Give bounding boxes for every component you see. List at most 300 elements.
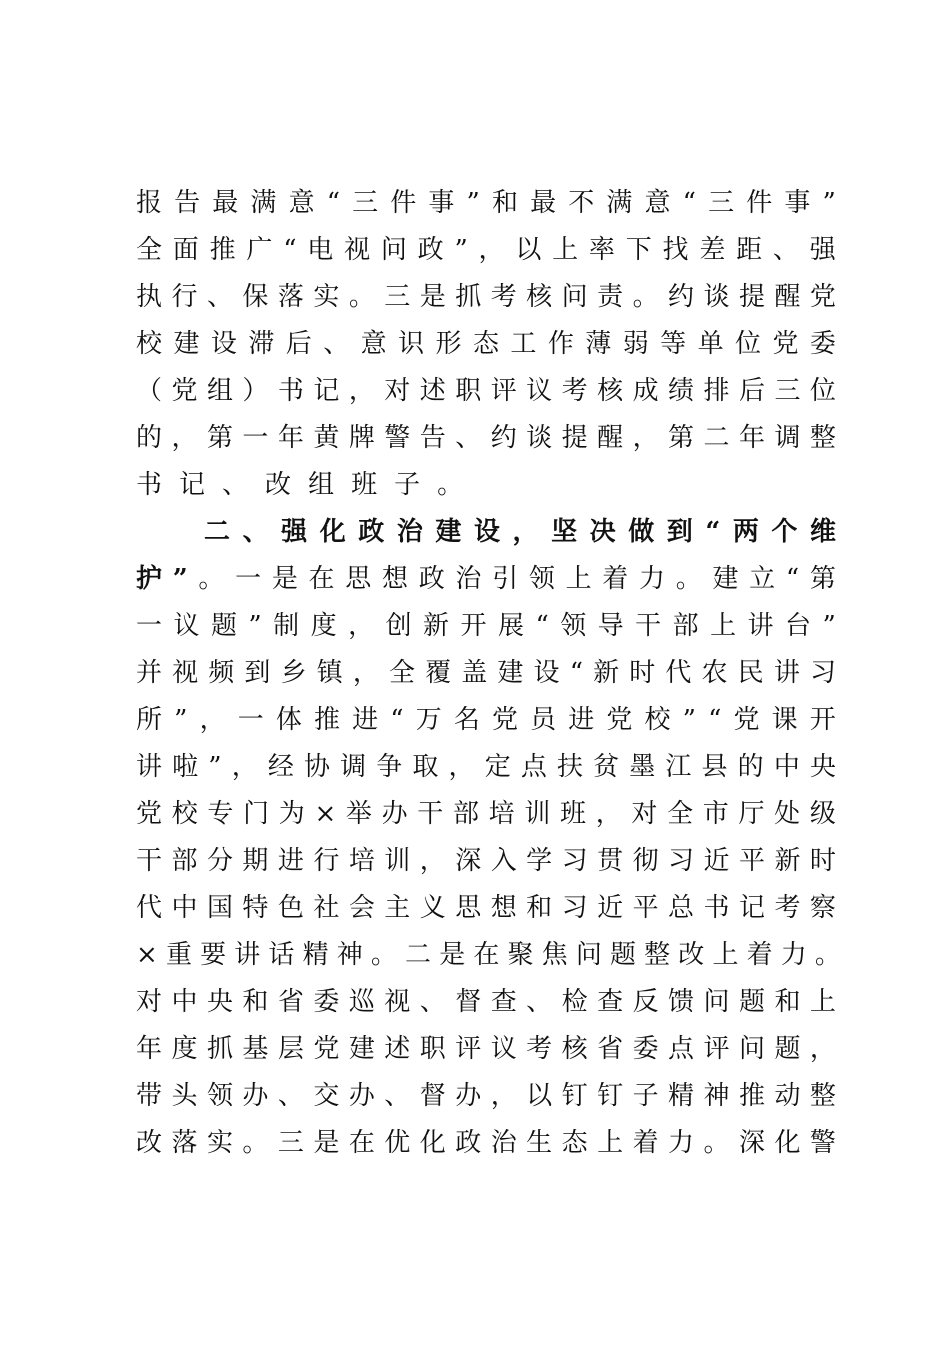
text-char: ，: [632, 423, 659, 453]
text-char: 央: [206, 987, 233, 1017]
text-char: 下: [625, 235, 652, 265]
text-char: 焦: [541, 940, 568, 970]
text-char: 查: [490, 987, 517, 1017]
text-char: 醒: [774, 282, 801, 312]
text-char: 主: [384, 893, 411, 923]
text-char: 建: [435, 517, 462, 547]
text-char: 啦: [172, 752, 199, 782]
text-char: 年: [738, 423, 765, 453]
text-char: 办: [242, 1081, 269, 1111]
text-char: 部: [171, 846, 198, 876]
text-char: 子: [394, 470, 421, 500]
text-char: 。: [437, 470, 464, 500]
text-char: 在: [348, 1128, 375, 1158]
text-char: 设: [533, 658, 560, 688]
text-char: 视: [384, 987, 411, 1017]
text-char: 满: [250, 188, 277, 218]
text-char: 议: [526, 376, 553, 406]
text-char: 的: [737, 752, 764, 782]
text-char: 整: [809, 423, 836, 453]
text-char: 层: [277, 1034, 304, 1064]
text-char: 改: [136, 1128, 163, 1158]
text-char: “: [785, 564, 800, 594]
text-char: 抓: [206, 1034, 233, 1064]
text-char: 核: [597, 376, 624, 406]
text-char: 度: [171, 1034, 198, 1064]
text-line: [136, 982, 836, 1022]
text-char: 两: [732, 517, 759, 547]
text-char: 、: [206, 282, 233, 312]
text-char: 神: [336, 940, 363, 970]
text-char: 中: [773, 752, 800, 782]
text-char: 导: [597, 611, 624, 641]
text-line: [136, 371, 836, 411]
text-char: 动: [774, 1081, 801, 1111]
text-char: ”: [172, 564, 188, 594]
text-char: 职: [455, 376, 482, 406]
text-char: 建: [348, 1034, 375, 1064]
text-char: 钉: [561, 1081, 588, 1111]
text-char: 意: [644, 188, 671, 218]
text-char: 近: [703, 846, 730, 876]
text-char: 会: [348, 893, 375, 923]
text-char: ×: [136, 940, 158, 970]
text-char: 后: [285, 329, 312, 359]
text-char: 县: [701, 752, 728, 782]
text-char: 办: [348, 1081, 375, 1111]
text-char: 、: [526, 987, 553, 1017]
text-char: 子: [632, 1081, 659, 1111]
text-char: 体: [275, 705, 302, 735]
text-char: 弱: [622, 329, 649, 359]
text-char: 、: [242, 517, 269, 547]
text-char: 调: [340, 752, 367, 782]
text-char: 二: [204, 517, 231, 547]
text-char: 是: [313, 1128, 340, 1158]
text-char: 色: [277, 893, 304, 923]
text-char: 以: [526, 1081, 553, 1111]
text-char: 进: [352, 705, 379, 735]
text-char: 委: [313, 987, 340, 1017]
text-char: 平: [738, 846, 765, 876]
text-char: 薄: [585, 329, 612, 359]
text-char: 讲: [136, 752, 163, 782]
text-char: 并: [136, 658, 163, 688]
text-char: 落: [171, 1128, 198, 1158]
text-char: 成: [632, 376, 659, 406]
text-char: 醒: [597, 423, 624, 453]
text-char: 评: [455, 1034, 482, 1064]
text-char: 态: [561, 1128, 588, 1158]
text-char: 。: [198, 564, 225, 594]
text-char: 馈: [668, 987, 695, 1017]
text-char: 政: [358, 517, 385, 547]
text-line: [136, 747, 836, 787]
text-char: 单: [697, 329, 724, 359]
text-char: 度: [310, 611, 337, 641]
text-char: 。: [814, 940, 841, 970]
text-char: 警: [384, 423, 411, 453]
text-char: 坚: [551, 517, 578, 547]
text-line: [136, 418, 836, 458]
text-char: 思: [455, 893, 482, 923]
text-char: 和: [774, 987, 801, 1017]
text-char: 省: [277, 987, 304, 1017]
text-char: 报: [136, 188, 163, 218]
text-char: 党: [171, 376, 198, 406]
text-line: [136, 559, 836, 599]
text-char: “: [708, 705, 722, 735]
text-char: 位: [809, 376, 836, 406]
text-char: 反: [632, 987, 659, 1017]
text-char: 实: [206, 1128, 233, 1158]
text-char: 件: [390, 188, 417, 218]
text-char: 社: [313, 893, 340, 923]
text-char: 组: [206, 376, 233, 406]
text-char: 分: [206, 846, 233, 876]
text-char: 民: [737, 658, 764, 688]
text-char: 最: [212, 188, 239, 218]
text-char: 政: [455, 1128, 482, 1158]
text-char: 为: [278, 799, 305, 829]
text-char: 国: [206, 893, 233, 923]
text-char: 。: [242, 1128, 269, 1158]
text-char: 视: [344, 235, 371, 265]
text-char: ，: [231, 752, 258, 782]
text-char: 滞: [248, 329, 275, 359]
text-char: 差: [699, 235, 726, 265]
text-char: 话: [268, 940, 295, 970]
text-char: 、: [277, 1081, 304, 1111]
text-char: 部: [672, 611, 699, 641]
text-char: 考: [526, 1034, 553, 1064]
text-char: 三: [708, 188, 735, 218]
text-char: 政: [417, 235, 444, 265]
section-heading-line: [204, 512, 836, 552]
text-char: 在: [308, 564, 335, 594]
text-char: 优: [384, 1128, 411, 1158]
text-char: ，: [448, 752, 475, 782]
text-char: 贫: [593, 752, 620, 782]
text-char: 员: [530, 705, 557, 735]
text-char: 落: [277, 282, 304, 312]
text-char: 省: [597, 1034, 624, 1064]
text-char: 中: [171, 987, 198, 1017]
text-char: ，: [478, 235, 505, 265]
text-char: 重: [165, 940, 192, 970]
text-char: 讲: [234, 940, 261, 970]
text-char: “: [682, 188, 696, 218]
text-char: 二: [405, 940, 432, 970]
text-char: 领: [206, 1081, 233, 1111]
text-char: 问: [738, 1034, 765, 1064]
text-char: 农: [701, 658, 728, 688]
text-char: 考: [774, 893, 801, 923]
text-char: 核: [526, 282, 553, 312]
text-char: 位: [735, 329, 762, 359]
text-char: ”: [466, 188, 480, 218]
text-char: 整: [809, 1081, 836, 1111]
text-char: 。: [675, 564, 702, 594]
text-char: 干: [635, 611, 662, 641]
text-char: 告: [174, 188, 201, 218]
text-line: [136, 230, 836, 270]
text-char: 进: [277, 846, 304, 876]
text-char: ”: [208, 752, 222, 782]
text-char: 行: [171, 282, 198, 312]
text-char: 治: [455, 564, 482, 594]
text-char: 乡: [280, 658, 307, 688]
text-char: 工: [510, 329, 537, 359]
text-char: 责: [597, 282, 624, 312]
text-char: 党: [809, 282, 836, 312]
text-char: 墨: [629, 752, 656, 782]
text-char: 记: [313, 376, 340, 406]
text-char: 题: [210, 611, 237, 641]
text-char: 深: [738, 1128, 765, 1158]
text-char: ，: [595, 799, 622, 829]
text-char: 学: [526, 846, 553, 876]
text-char: 全: [136, 235, 163, 265]
text-char: 频: [208, 658, 235, 688]
text-char: 训: [384, 846, 411, 876]
text-char: 行: [313, 846, 340, 876]
text-char: ”: [248, 611, 262, 641]
text-char: 记: [738, 893, 765, 923]
text-char: 事: [428, 188, 455, 218]
text-char: 力: [780, 940, 807, 970]
text-char: 找: [662, 235, 689, 265]
text-char: 建: [712, 564, 739, 594]
text-char: 想: [490, 893, 517, 923]
text-char: 一: [242, 423, 269, 453]
text-char: 交: [313, 1081, 340, 1111]
text-char: 作: [547, 329, 574, 359]
text-char: 取: [412, 752, 439, 782]
text-char: 厅: [738, 799, 765, 829]
text-char: 后: [738, 376, 765, 406]
text-char: 领: [528, 564, 555, 594]
text-char: 总: [668, 893, 695, 923]
text-char: 新: [423, 611, 450, 641]
text-char: 、: [419, 987, 446, 1017]
text-char: 整: [644, 940, 671, 970]
text-char: 上: [565, 564, 592, 594]
text-char: 查: [597, 987, 624, 1017]
text-char: 是: [419, 282, 446, 312]
text-char: 习: [561, 846, 588, 876]
text-char: 近: [597, 893, 624, 923]
text-char: 对: [631, 799, 658, 829]
text-char: 第: [206, 423, 233, 453]
text-char: 约: [490, 423, 517, 453]
text-char: “: [326, 188, 340, 218]
text-char: ，: [199, 705, 226, 735]
text-char: ，: [348, 611, 375, 641]
text-char: 政: [418, 564, 445, 594]
text-char: 校: [136, 329, 163, 359]
text-char: 深: [455, 846, 482, 876]
text-char: 级: [809, 799, 836, 829]
text-char: 讲: [747, 611, 774, 641]
text-char: 所: [136, 705, 163, 735]
text-char: 镇: [316, 658, 343, 688]
text-char: 第: [668, 423, 695, 453]
text-char: 满: [606, 188, 633, 218]
text-char: 在: [473, 940, 500, 970]
text-char: 。: [703, 1128, 730, 1158]
text-char: 事: [784, 188, 811, 218]
text-char: 核: [561, 1034, 588, 1064]
text-char: 贯: [597, 846, 624, 876]
text-char: 题: [738, 987, 765, 1017]
text-char: 点: [520, 752, 547, 782]
text-char: 强: [281, 517, 308, 547]
text-char: 排: [703, 376, 730, 406]
text-char: 中: [171, 893, 198, 923]
text-char: 创: [385, 611, 412, 641]
text-char: 最: [530, 188, 557, 218]
text-char: 化: [419, 1128, 446, 1158]
text-char: 的: [136, 423, 163, 453]
text-char: 视: [172, 658, 199, 688]
text-char: 扶: [556, 752, 583, 782]
text-char: 处: [774, 799, 801, 829]
text-char: 领: [560, 611, 587, 641]
text-char: 调: [774, 423, 801, 453]
text-char: 年: [277, 423, 304, 453]
text-char: 问: [575, 940, 602, 970]
text-char: 全: [667, 799, 694, 829]
text-char: ，: [352, 658, 379, 688]
text-line: [136, 465, 836, 505]
text-char: 到: [244, 658, 271, 688]
text-char: 问: [561, 282, 588, 312]
text-char: 识: [398, 329, 425, 359]
text-char: 是: [439, 940, 466, 970]
text-char: 黄: [313, 423, 340, 453]
text-char: 保: [242, 282, 269, 312]
text-char: 做: [628, 517, 655, 547]
text-char: 校: [644, 705, 671, 735]
text-char: 距: [736, 235, 763, 265]
text-char: 办: [455, 1081, 482, 1111]
text-line: [136, 606, 836, 646]
text-char: 建: [173, 329, 200, 359]
text-char: 校: [171, 799, 198, 829]
text-char: 强: [809, 235, 836, 265]
text-char: 班: [351, 470, 378, 500]
text-char: “: [390, 705, 404, 735]
text-char: 不: [568, 188, 595, 218]
text-char: 培: [488, 799, 515, 829]
text-char: 化: [319, 517, 346, 547]
text-char: 一: [136, 611, 163, 641]
text-char: 委: [809, 329, 836, 359]
text-char: 治: [396, 517, 423, 547]
text-char: “: [705, 517, 721, 547]
text-char: ”: [682, 705, 696, 735]
text-char: 展: [497, 611, 524, 641]
text-char: 课: [771, 705, 798, 735]
text-char: 意: [288, 188, 315, 218]
text-char: 改: [678, 940, 705, 970]
text-char: 经: [267, 752, 294, 782]
text-char: 察: [809, 893, 836, 923]
text-char: 和: [491, 188, 518, 218]
text-char: “: [535, 611, 549, 641]
text-char: 代: [136, 893, 163, 923]
text-char: 市: [702, 799, 729, 829]
text-char: 上: [552, 235, 579, 265]
text-char: 带: [136, 1081, 163, 1111]
text-char: 彻: [632, 846, 659, 876]
text-char: 督: [419, 1081, 446, 1111]
text-char: 到: [666, 517, 693, 547]
text-char: 覆: [425, 658, 452, 688]
text-char: 盖: [461, 658, 488, 688]
text-char: ，: [490, 1081, 517, 1111]
text-char: 决: [589, 517, 616, 547]
text-line: [136, 700, 836, 740]
text-char: 一: [237, 705, 264, 735]
text-char: 、: [323, 329, 350, 359]
text-char: 维: [809, 517, 836, 547]
text-char: 干: [136, 846, 163, 876]
text-char: 进: [568, 705, 595, 735]
text-char: 思: [345, 564, 372, 594]
text-line: [136, 277, 836, 317]
text-char: 培: [348, 846, 375, 876]
text-line: [136, 888, 836, 928]
text-line: [136, 1076, 836, 1116]
text-char: 年: [136, 1034, 163, 1064]
text-line: [136, 324, 836, 364]
text-char: 精: [668, 1081, 695, 1111]
text-char: 题: [774, 1034, 801, 1064]
text-char: 谈: [703, 282, 730, 312]
text-char: 实: [313, 282, 340, 312]
text-char: 组: [308, 470, 335, 500]
text-char: 协: [303, 752, 330, 782]
text-char: 设: [473, 517, 500, 547]
text-char: 、: [772, 235, 799, 265]
text-line: [136, 653, 836, 693]
text-char: ，: [419, 846, 446, 876]
text-char: 想: [381, 564, 408, 594]
text-char: 干: [417, 799, 444, 829]
text-char: 义: [419, 893, 446, 923]
text-char: 二: [703, 423, 730, 453]
text-char: 新: [774, 846, 801, 876]
text-char: ，: [512, 517, 539, 547]
text-char: 。: [348, 282, 375, 312]
text-char: 检: [561, 987, 588, 1017]
text-char: 党: [606, 705, 633, 735]
text-char: 三: [277, 1128, 304, 1158]
text-char: 特: [242, 893, 269, 923]
text-char: 生: [526, 1128, 553, 1158]
text-char: ）: [242, 376, 269, 406]
text-char: 点: [668, 1034, 695, 1064]
text-char: 委: [632, 1034, 659, 1064]
text-char: 绩: [668, 376, 695, 406]
text-char: 头: [171, 1081, 198, 1111]
text-char: 要: [200, 940, 227, 970]
text-char: 钉: [597, 1081, 624, 1111]
text-char: 万: [415, 705, 442, 735]
text-char: 党: [491, 705, 518, 735]
